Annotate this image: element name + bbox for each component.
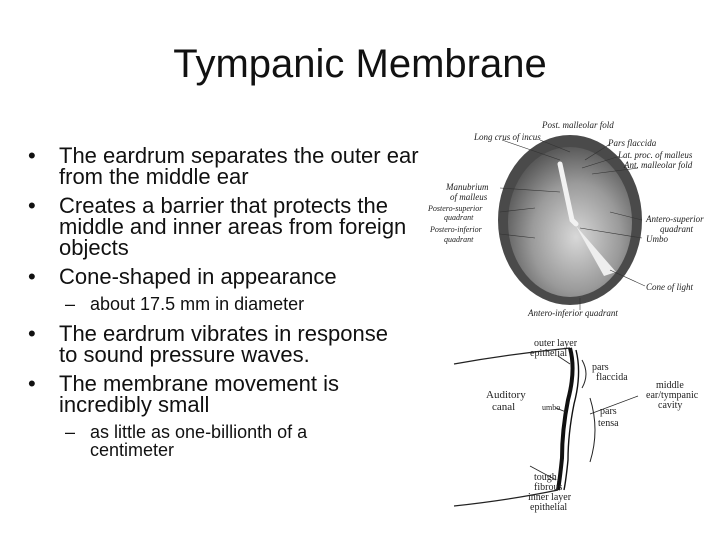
eardrum-cross-section-sketch [450, 330, 712, 530]
label-epithelial-2: epithelial [530, 502, 568, 513]
label-tough: tough, [534, 472, 560, 483]
label-antero-inferior: Antero-inferior quadrant [528, 308, 618, 318]
label-fibrous: fibrous [534, 482, 563, 493]
label-umbo-sketch: umbo [542, 403, 561, 412]
label-lat-proc-malleus: Lat. proc. of malleus [618, 150, 693, 160]
sub-bullet-text: as little as one-billionth of a centimeter [90, 422, 308, 460]
pars-flaccida-bracket [582, 360, 586, 388]
sub-bullet-text: about 17.5 mm in diameter [90, 294, 305, 314]
bullet-item: • Creates a barrier that protects the middle and inner areas from foreign objects [28, 195, 448, 258]
label-outer-layer: outer layer [534, 338, 578, 349]
label-pars-tensa-2: tensa [598, 418, 619, 429]
label-umbo: Umbo [646, 234, 668, 244]
label-pars-flaccida-1: pars [592, 362, 609, 373]
label-postero-inferior: Postero-inferior [430, 225, 482, 234]
label-manubrium: Manubrium [446, 182, 489, 192]
label-canal: canal [492, 401, 516, 413]
membrane-surface [508, 147, 632, 297]
label-auditory: Auditory [486, 389, 526, 401]
dash-marker: – [65, 422, 76, 442]
label-post-malleolar-fold: Post. malleolar fold [542, 120, 614, 130]
label-ps-quadrant: quadrant [444, 213, 474, 222]
bullet-list [28, 145, 448, 469]
label-ant-malleolar-fold: Ant. malleolar fold [624, 160, 693, 170]
bullet-item: • The membrane movement is incredibly small [28, 373, 399, 415]
label-pars-flaccida-2: flaccida [596, 372, 628, 383]
label-pars-tensa-1: pars [600, 406, 617, 417]
label-middle: middle [656, 380, 684, 391]
label-cavity: cavity [658, 400, 683, 411]
bullet-item: • The eardrum separates the outer ear from the middle ear [28, 145, 448, 187]
label-as-quadrant: quadrant [660, 224, 694, 234]
label-of-malleus: of malleus [450, 192, 488, 202]
label-epithelial: epithelial [530, 348, 568, 359]
label-long-crus-incus: Long crus of incus [474, 132, 541, 142]
label-postero-superior: Postero-superior [428, 204, 483, 213]
bullet-item: • Cone-shaped in appearance [28, 266, 448, 287]
pars-tensa-bracket [590, 398, 595, 462]
sub-bullet-item [28, 423, 390, 459]
membrane-section [558, 348, 573, 490]
slide-title: Tympanic Membrane [173, 42, 547, 86]
label-pars-flaccida: Pars flaccida [608, 138, 657, 148]
label-ear-tympanic: ear/tympanic [646, 390, 699, 401]
label-inner-layer: inner layer [528, 492, 572, 503]
tympanic-membrane-illustration [420, 112, 720, 322]
sub-bullet-item [28, 295, 448, 313]
label-antero-superior: Antero-superior [646, 214, 704, 224]
dash-marker: – [65, 294, 76, 314]
label-cone-of-light: Cone of light [646, 282, 693, 292]
label-pi-quadrant: quadrant [444, 235, 474, 244]
bullet-item: • The eardrum vibrates in response to sound pressure waves. [28, 323, 389, 365]
